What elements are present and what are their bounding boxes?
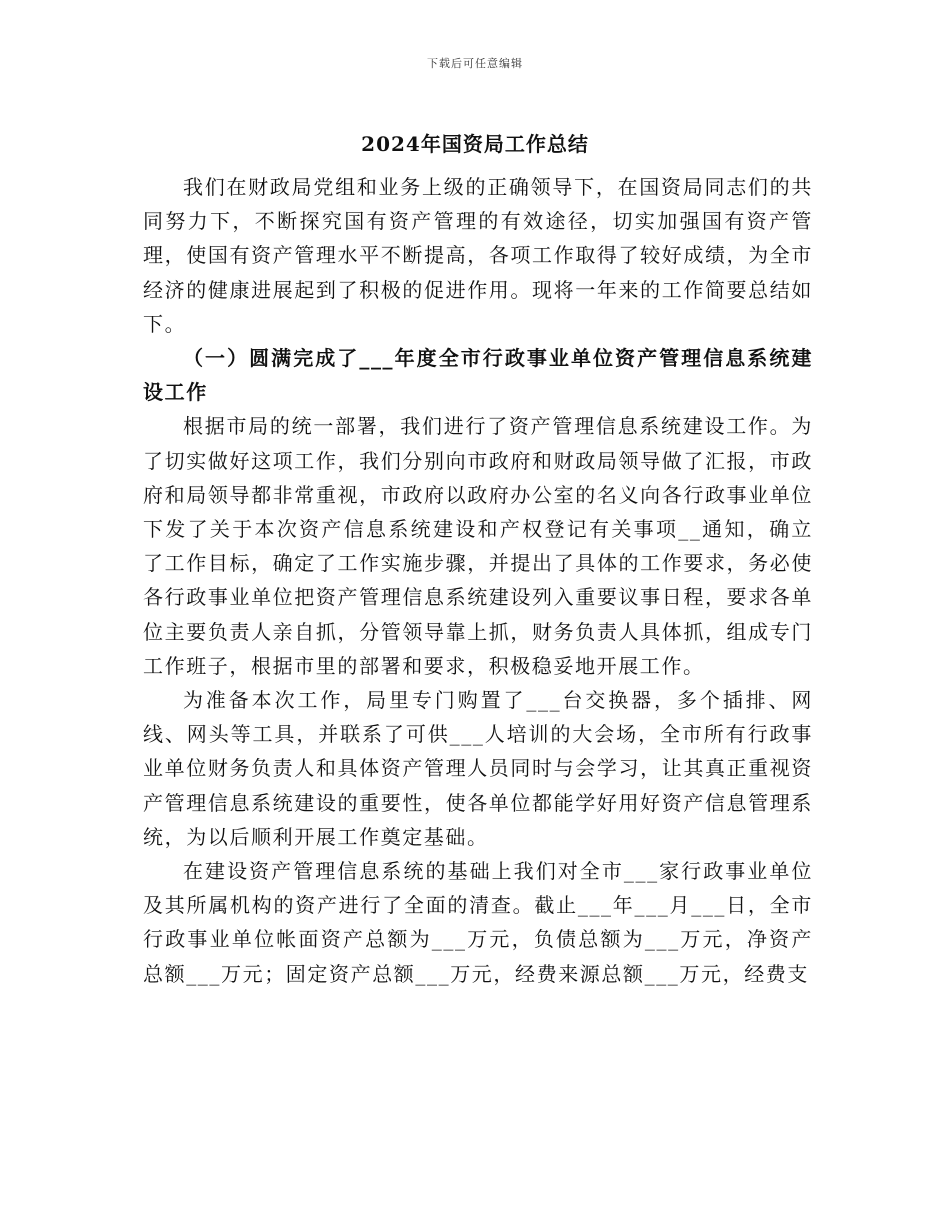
section-1-paragraph-1: 根据市局的统一部署，我们进行了资产管理信息系统建设工作。为了切实做好这项工作，我们分别向市政府和财政局领导做了汇报，市政府和局领导都非常重视，市政府以政府办公室的名义向各行政事业单位下发了关于本次资产信息系统建设和产权登记有关事项__通知，确立了工作目标，确定了工作实施步骤，并提出了具体的工作要求，务必使各行政事业单位把资产管理信息系统建设列入重要议事日程，要求各单位主要负责人亲自抓，分管领导靠上抓，财务负责人具体抓，组成专门工作班子，根据市里的部署和要求，积极稳妥地开展工作。 (143, 414, 813, 678)
section-heading-1: （一）圆满完成了___年度全市行政事业单位资产管理信息系统建设工作 (143, 346, 813, 405)
intro-paragraph: 我们在财政局党组和业务上级的正确领导下，在国资局同志们的共同努力下，不断探究国有资产管理的有效途径，切实加强国有资产管理，使国有资产管理水平不断提高，各项工作取得了较好成绩，为全市经济的健康进展起到了积极的促进作用。现将一年来的工作简要总结如下。 (143, 175, 813, 336)
section-1-paragraph-3: 在建设资产管理信息系统的基础上我们对全市___家行政事业单位及其所属机构的资产进行了全面的清查。截止___年___月___日，全市行政事业单位帐面资产总额为___万元，负债总额为___万元，净资产总额___万元；固定资产总额___万元，经费来源总额___万元，经费支 (143, 859, 813, 986)
section-1-paragraph-2: 为准备本次工作，局里专门购置了___台交换器，多个插排、网线、网头等工具，并联系了可供___人培训的大会场，全市所有行政事业单位财务负责人和具体资产管理人员同时与会学习，让其真正重视资产管理信息系统建设的重要性，使各单位都能学好用好资产信息管理系统，为以后顺利开展工作奠定基础。 (143, 688, 813, 849)
page-header-note: 下载后可任意编辑 (427, 57, 523, 70)
document-body (143, 170, 813, 991)
document-title: 2024年国资局工作总结 (361, 132, 589, 156)
